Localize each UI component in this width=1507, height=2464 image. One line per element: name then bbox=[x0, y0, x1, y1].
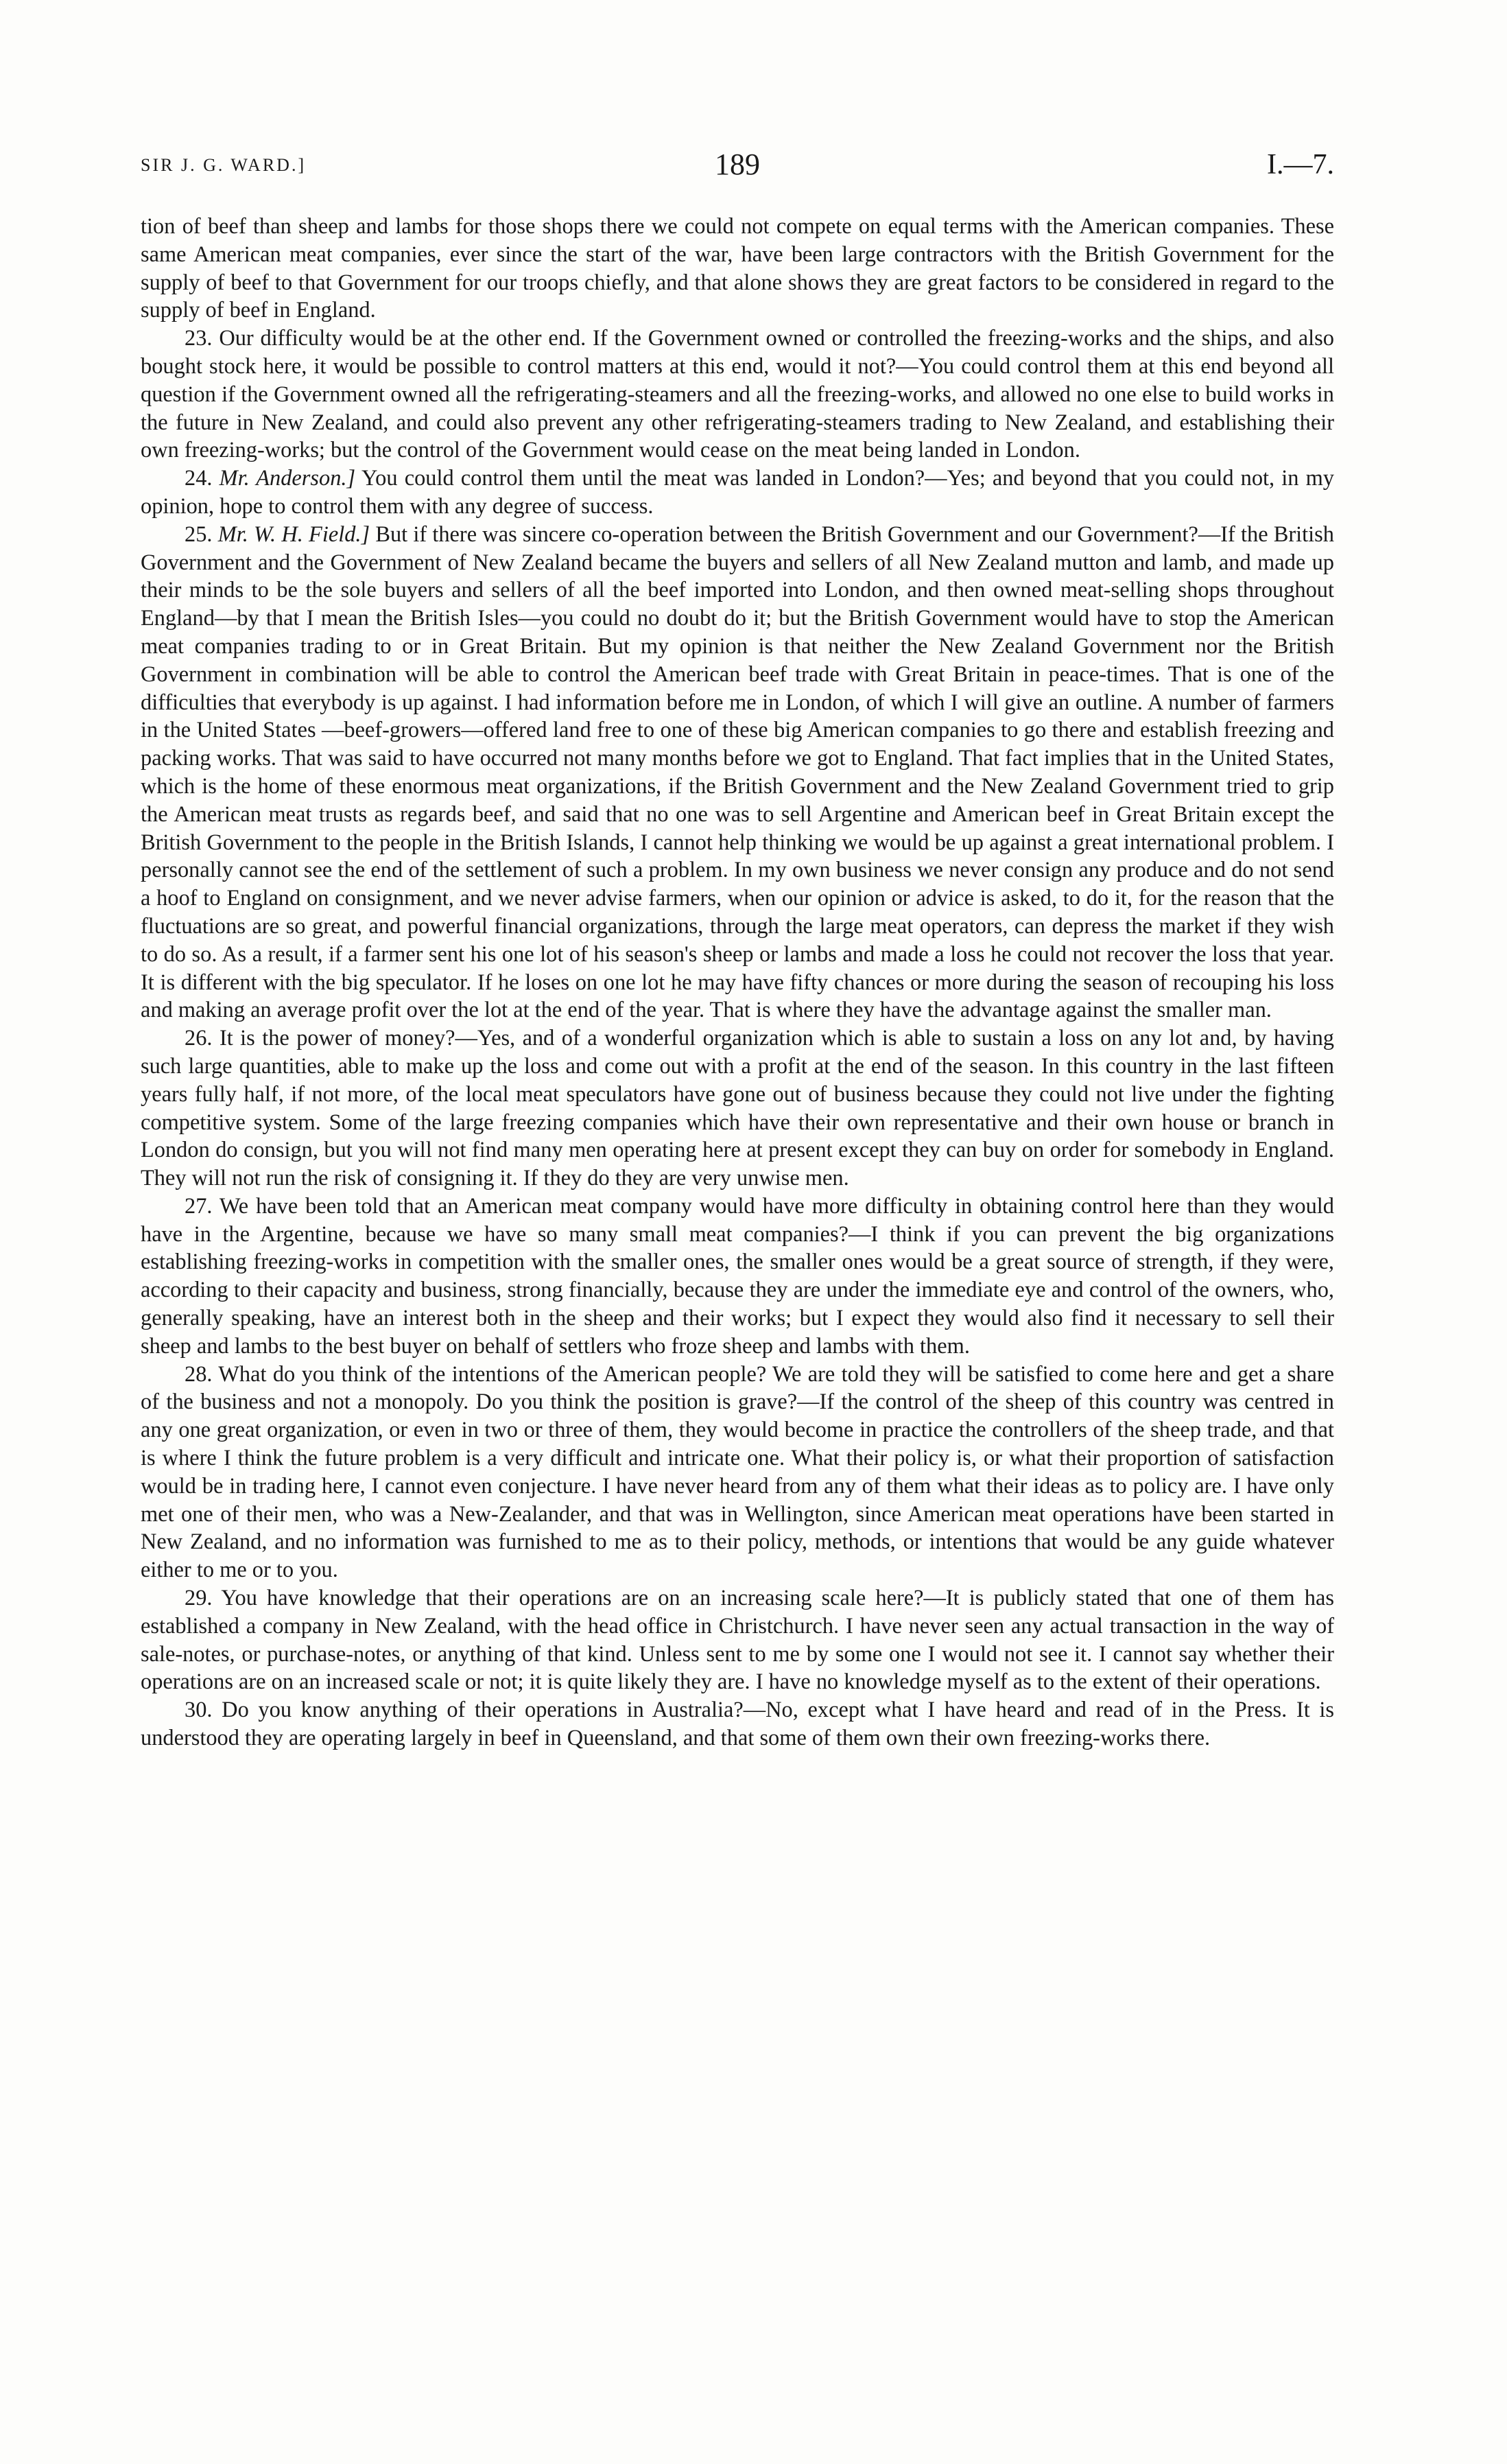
page-number: 189 bbox=[715, 148, 760, 181]
document-body bbox=[141, 213, 1334, 1752]
paragraph-text: You could control them until the meat was landed in London?—Yes; and beyond that you could not, in my opinion, hope to control them with any degree of success. bbox=[141, 466, 1334, 519]
paragraph-30 bbox=[141, 1696, 1334, 1752]
paragraph-number: 29. bbox=[185, 1586, 213, 1611]
paragraph-26 bbox=[141, 1024, 1334, 1193]
paragraph-number: 23. bbox=[185, 326, 213, 351]
paragraph-text: You have knowledge that their operations are on an increasing scale here?—It is publicly stated that one of them has established a company in New Zealand, with the head office in Christchurch. I have never seen any actual transaction in the way of sale-notes, or purchase-notes, or anything of that kind. Unless sent to me by some one I would not see it. I cannot say whether their operations are on an increased scale or not; it is quite likely they are. I have no knowledge myself as to the extent of their operations. bbox=[141, 1586, 1334, 1695]
paragraph-number: 26. bbox=[185, 1026, 213, 1051]
paragraph-number: 27. bbox=[185, 1193, 213, 1219]
speaker-label: Mr. Anderson.] bbox=[219, 466, 356, 491]
paper-reference: I.—7. bbox=[1267, 149, 1334, 180]
paragraph-continued bbox=[141, 213, 1334, 325]
paragraph-29 bbox=[141, 1584, 1334, 1696]
paragraph-text: tion of beef than sheep and lambs for those shops there we could not compete on equal terms with the American companies. These same American meat companies, ever since the start of the war, have been large contractors with the British Government for the supply of beef to that Government for our troops chiefly, and that alone shows they are great factors to be considered in regard to the supply of beef in England. bbox=[141, 214, 1334, 323]
paragraph-number: 24. bbox=[185, 466, 213, 491]
speaker-label: Mr. W. H. Field.] bbox=[217, 521, 370, 547]
paragraph-text: We have been told that an American meat company would have more difficulty in obtaining control here than they would have in the Argentine, because we have so many small meat companies?—I think if you can prevent the big organizations establishing freezing-works in competition with the smaller ones, the smaller ones would be a great source of strength, if they were, according to their capacity and business, strong financially, because they are under the immediate eye and control of the owners, who, generally speaking, have an interest both in the sheep and their works; but I expect they would also find it necessary to sell their sheep and lambs to the best buyer on behalf of settlers who froze sheep and lambs with them. bbox=[141, 1193, 1334, 1359]
paragraph-text: But if there was sincere co-operation between the British Government and our Government?—If the British Government and the Government of New Zealand became the buyers and sellers of all New Zealand mutton and lamb, and made up their minds to be the sole buyers and sellers of all the beef imported into London, and then owned meat-selling shops throughout England—by that I mean the British Isles—you could no doubt do it; but the British Government would have to stop the American meat companies trading to or in Great Britain. But my opinion is that neither the New Zealand Government nor the British Government in combination will be able to control the American beef trade with Great Britain in peace-times. That is one of the difficulties that everybody is up against. I had information before me in London, of which I will give an outline. A number of farmers in the United States —beef-growers—offered land free to one of these big American companies to go there and establish freezing and packing works. That was said to have occurred not many months before we got to England. That fact implies that in the United States, which is the home of these enormous meat organizations, if the British Government and the New Zealand Government tried to grip the American meat trusts as regards beef, and said that no one was to sell Argentine and American beef in Great Britain except the British Government to the people in the British Islands, I cannot help thinking we would be up against a great international problem. I personally cannot see the end of the settlement of such a problem. In my own business we never consign any produce and do not send a hoof to England on consignment, and we never advise farmers, when our opinion or advice is asked, to do it, for the reason that the fluctuations are so great, and powerful financial organizations, through the large meat operators, can depress the market if they wish to do so. As a result, if a farmer sent his one lot of his season's sheep or lambs and made a loss he could not recover the loss that year. It is different with the big speculator. If he loses on one lot he may have fifty chances or more during the season of recouping his loss and making an average profit over the lot at the end of the year. That is where they have the advantage against the smaller man. bbox=[141, 521, 1334, 1023]
paragraph-23 bbox=[141, 325, 1334, 465]
paragraph-28 bbox=[141, 1361, 1334, 1584]
page-header bbox=[141, 141, 1334, 183]
paragraph-text: What do you think of the intentions of the American people? We are told they will be satisfied to come here and get a share of the business and not a monopoly. Do you think the position is grave?—If the control of the sheep of this country was centred in any one great organization, or even in two or three of them, they would become in practice the controllers of the sheep trade, and that is where I think the future problem is a very difficult and intricate one. What their policy is, or what their proportion of satisfaction would be in trading here, I cannot even conjecture. I have never heard from any of them what their ideas as to policy are. I have only met one of their men, who was a New-Zealander, and that was in Wellington, since American meat operations have been started in New Zealand, and no information was furnished to me as to their policy, methods, or intentions that would be any guide whatever either to me or to you. bbox=[141, 1361, 1334, 1583]
paragraph-text: Our difficulty would be at the other end. If the Government owned or controlled the freezing-works and the ships, and also bought stock here, it would be possible to control matters at this end, would it not?—You could control them at this end beyond all question if the Government owned all the refrigerating-steamers and all the freezing-works, and allowed no one else to build works in the future in New Zealand, and could also prevent any other refrigerating-steamers trading to New Zealand, and establishing their own freezing-works; but the control of the Government would cease on the meat being landed in London. bbox=[141, 326, 1334, 463]
paragraph-number: 28. bbox=[185, 1361, 213, 1387]
paragraph-25 bbox=[141, 521, 1334, 1024]
paragraph-24 bbox=[141, 465, 1334, 521]
paragraph-number: 25. bbox=[185, 521, 213, 547]
paragraph-text: It is the power of money?—Yes, and of a wonderful organization which is able to sustain a loss on any lot and, by having such large quantities, able to make up the loss and come out with a profit at the end of the season. In this country in the last fifteen years fully half, if not more, of the local meat speculators have gone out of business because they could not live under the fighting competitive system. Some of the large freezing companies which have their own representative and their own house or branch in London do consign, but you will not find many men operating here at present except they can buy on order for somebody in England. They will not run the risk of consigning it. If they do they are very unwise men. bbox=[141, 1026, 1334, 1191]
witness-name: SIR J. G. WARD.] bbox=[141, 155, 307, 175]
paragraph-text: Do you know anything of their operations in Australia?—No, except what I have heard and read of in the Press. It is understood they are operating largely in beef in Queensland, and that some of them own their own freezing-works there. bbox=[141, 1698, 1334, 1751]
paragraph-number: 30. bbox=[185, 1698, 213, 1723]
paragraph-27 bbox=[141, 1193, 1334, 1361]
